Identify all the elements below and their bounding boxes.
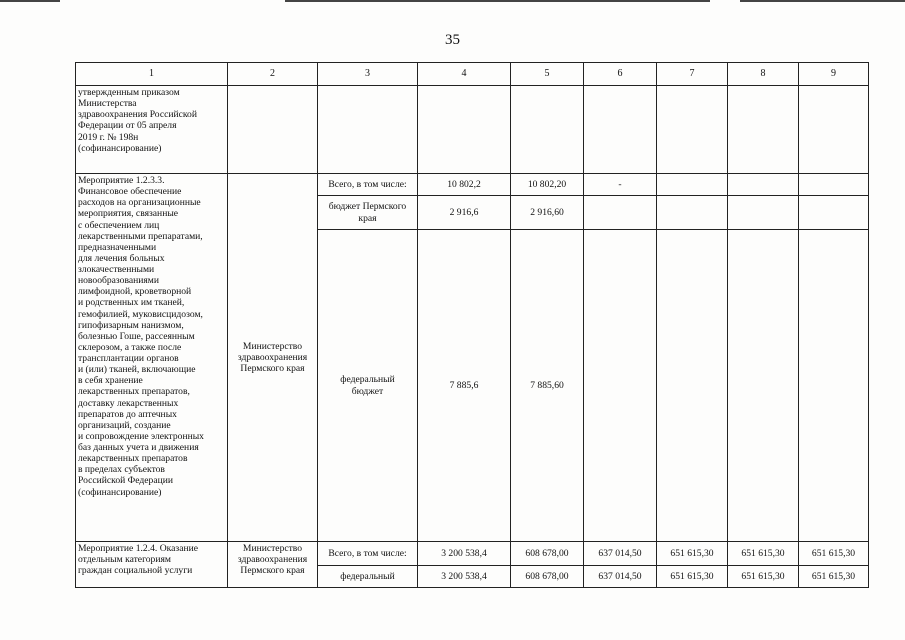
header-cell: 2: [228, 63, 318, 86]
value-cell: [418, 86, 511, 174]
value-cell: -: [584, 174, 657, 196]
activity-text: утвержденным приказом Министерства здравоохранения Российской Федерации от 05 апреля 2019 г. № 198н (софинансирование): [78, 87, 197, 154]
header-row: [76, 63, 869, 86]
value-cell: [799, 174, 869, 196]
activity-text: Мероприятие 1.2.3.3. Финансовое обеспечение расходов на организационные мероприятия, связанные с обеспечением лиц лекарственными препаратами, предназначенными для лечения больных злокачественными новообразованиями лимфоидной, кроветворной и родственных им тканей, гемофилией, муковисцидозом, гипофизарным нанизмом, болезнью Гоше, рассеянным склерозом, а также после трансплантации органов и (или) тканей, включающие в себя хранение лекарственных препаратов, доставку лекарственных препаратов до аптечных организаций, создание и сопровождение электронных баз данных учета и движения лекарственных препаратов в пределах субъектов Российской Федерации (софинансирование): [78, 175, 204, 498]
value-cell: [799, 230, 869, 542]
activity-text: Мероприятие 1.2.4. Оказание отдельным категориям граждан социальной услуги: [78, 543, 198, 577]
value-cell: 7 885,60: [511, 230, 584, 542]
value-cell: [657, 86, 728, 174]
value-cell: 637 014,50: [584, 566, 657, 588]
value-cell: 608 678,00: [511, 566, 584, 588]
value-cell: 7 885,6: [418, 230, 511, 542]
value-cell: [728, 174, 799, 196]
executor-cell: [228, 542, 318, 588]
header-cell: 7: [657, 63, 728, 86]
budget-table: [75, 62, 869, 588]
value-cell: 3 200 538,4: [418, 542, 511, 566]
value-cell: 651 615,30: [657, 542, 728, 566]
activity-description: [76, 542, 228, 588]
funding-source-federal: федеральный: [318, 566, 418, 588]
value-cell: 608 678,00: [511, 542, 584, 566]
value-cell: 637 014,50: [584, 542, 657, 566]
table-row-continuation: [76, 86, 869, 174]
table-row: [76, 542, 869, 566]
scan-edge-line: [0, 0, 60, 2]
activity-description: [76, 86, 228, 174]
value-cell: 651 615,30: [799, 542, 869, 566]
value-cell: [584, 196, 657, 230]
header-cell: 3: [318, 63, 418, 86]
header-cell: 9: [799, 63, 869, 86]
executor-cell: [228, 86, 318, 174]
value-cell: 10 802,2: [418, 174, 511, 196]
header-cell: 5: [511, 63, 584, 86]
executor-text: Министерство здравоохранения Пермского края: [237, 543, 308, 577]
scan-edge-line: [740, 0, 905, 2]
value-cell: 2 916,6: [418, 196, 511, 230]
value-cell: [799, 86, 869, 174]
value-cell: 10 802,20: [511, 174, 584, 196]
value-cell: [584, 230, 657, 542]
header-cell: 1: [76, 63, 228, 86]
value-cell: [511, 86, 584, 174]
value-cell: [657, 230, 728, 542]
funding-source-total: Всего, в том числе:: [318, 542, 418, 566]
value-cell: 651 615,30: [657, 566, 728, 588]
value-cell: [584, 86, 657, 174]
value-cell: [657, 196, 728, 230]
value-cell: [728, 230, 799, 542]
value-cell: 651 615,30: [728, 542, 799, 566]
source-cell: [318, 86, 418, 174]
header-cell: 8: [728, 63, 799, 86]
value-cell: [657, 174, 728, 196]
value-cell: [728, 196, 799, 230]
header-cell: 4: [418, 63, 511, 86]
activity-description: [76, 174, 228, 542]
executor-cell: [228, 174, 318, 542]
executor-text: Министерство здравоохранения Пермского края: [237, 340, 308, 375]
scan-edge-line: [285, 0, 710, 2]
header-cell: 6: [584, 63, 657, 86]
value-cell: 651 615,30: [799, 566, 869, 588]
funding-source-regional: бюджет Пермского края: [318, 196, 418, 230]
value-cell: [728, 86, 799, 174]
page-number: 35: [445, 32, 460, 48]
value-cell: 2 916,60: [511, 196, 584, 230]
value-cell: [799, 196, 869, 230]
funding-source-federal: федеральный бюджет: [318, 230, 418, 542]
table-row: [76, 174, 869, 196]
value-cell: 651 615,30: [728, 566, 799, 588]
funding-source-total: Всего, в том числе:: [318, 174, 418, 196]
value-cell: 3 200 538,4: [418, 566, 511, 588]
